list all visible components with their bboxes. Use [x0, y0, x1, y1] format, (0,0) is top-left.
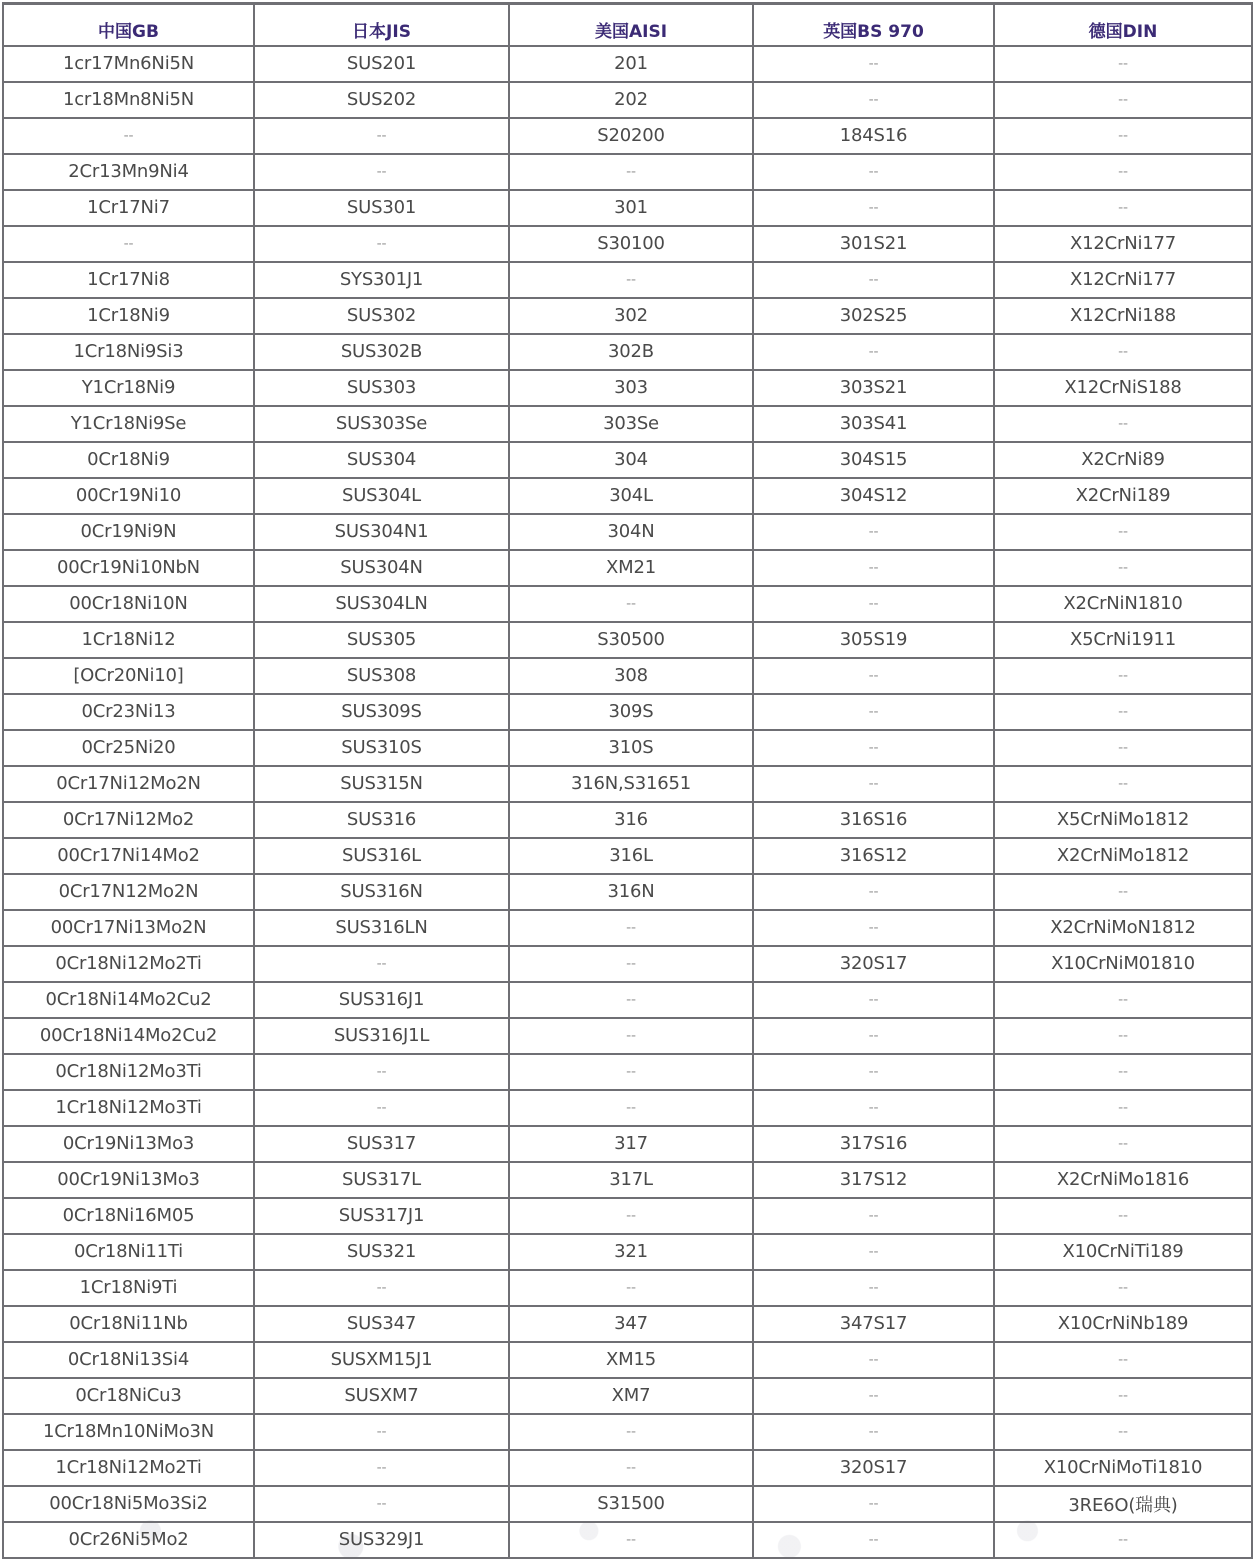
table-cell-jis: SUS302B	[254, 334, 509, 370]
table-cell-jis: SUS305	[254, 622, 509, 658]
table-cell-bs970: --	[753, 190, 994, 226]
table-row	[3, 694, 1252, 730]
table-cell-jis: SUSXM7	[254, 1378, 509, 1414]
table-cell-jis: --	[254, 1090, 509, 1126]
table-cell-jis: --	[254, 1054, 509, 1090]
table-cell-din: --	[994, 1054, 1252, 1090]
table-cell-bs970: --	[753, 1414, 994, 1450]
table-cell-aisi: 302	[509, 298, 753, 334]
table-cell-din: --	[994, 1342, 1252, 1378]
table-row	[3, 730, 1252, 766]
table-cell-aisi: --	[509, 1522, 753, 1559]
table-cell-din: X10CrNiNb189	[994, 1306, 1252, 1342]
table-cell-din: --	[994, 1414, 1252, 1450]
table-cell-jis: SUS321	[254, 1234, 509, 1270]
table-cell-gb: 0Cr18NiCu3	[3, 1378, 254, 1414]
table-row	[3, 802, 1252, 838]
table-row	[3, 406, 1252, 442]
table-cell-jis: SUS304LN	[254, 586, 509, 622]
table-cell-aisi: --	[509, 982, 753, 1018]
header-row	[3, 4, 1252, 46]
table-row	[3, 910, 1252, 946]
table-cell-din: --	[994, 766, 1252, 802]
table-cell-gb: 2Cr13Mn9Ni4	[3, 154, 254, 190]
table-cell-din: --	[994, 730, 1252, 766]
header-cell-gb: 中国GB	[3, 4, 254, 46]
header-cell-bs970: 英国BS 970	[753, 4, 994, 46]
table-cell-gb: 00Cr18Ni14Mo2Cu2	[3, 1018, 254, 1054]
table-cell-din: X2CrNiMoN1812	[994, 910, 1252, 946]
table-cell-gb: 00Cr18Ni5Mo3Si2	[3, 1486, 254, 1522]
table-cell-din: --	[994, 694, 1252, 730]
stainless-steel-grade-table	[2, 2, 1253, 1559]
table-cell-gb: 0Cr19Ni13Mo3	[3, 1126, 254, 1162]
table-cell-din: --	[994, 1090, 1252, 1126]
table-cell-gb: 00Cr19Ni10NbN	[3, 550, 254, 586]
table-cell-bs970: --	[753, 1018, 994, 1054]
table-cell-gb: 0Cr23Ni13	[3, 694, 254, 730]
table-cell-jis: SUS316N	[254, 874, 509, 910]
table-row	[3, 1378, 1252, 1414]
table-cell-bs970: --	[753, 514, 994, 550]
table-cell-gb: --	[3, 226, 254, 262]
table-row	[3, 190, 1252, 226]
table-cell-din: --	[994, 658, 1252, 694]
table-row	[3, 1126, 1252, 1162]
table-cell-jis: SUS301	[254, 190, 509, 226]
table-cell-aisi: 308	[509, 658, 753, 694]
table-cell-din: 3RE6O(瑞典)	[994, 1486, 1252, 1522]
table-cell-din: --	[994, 1126, 1252, 1162]
table-cell-gb: 00Cr17Ni14Mo2	[3, 838, 254, 874]
table-row	[3, 622, 1252, 658]
table-row	[3, 442, 1252, 478]
table-row	[3, 766, 1252, 802]
table-cell-bs970: --	[753, 262, 994, 298]
table-cell-gb: 1Cr18Ni9	[3, 298, 254, 334]
table-row	[3, 370, 1252, 406]
table-row	[3, 1054, 1252, 1090]
table-cell-bs970: --	[753, 1090, 994, 1126]
table-cell-din: --	[994, 1018, 1252, 1054]
table-cell-din: X10CrNiTi189	[994, 1234, 1252, 1270]
table-cell-bs970: --	[753, 1522, 994, 1559]
table-cell-gb: 0Cr17Ni12Mo2	[3, 802, 254, 838]
table-cell-aisi: S30100	[509, 226, 753, 262]
table-cell-aisi: S31500	[509, 1486, 753, 1522]
table-cell-jis: SUS304N1	[254, 514, 509, 550]
table-cell-aisi: XM15	[509, 1342, 753, 1378]
table-cell-aisi: 316	[509, 802, 753, 838]
table-cell-din: --	[994, 1522, 1252, 1559]
table-cell-bs970: --	[753, 982, 994, 1018]
table-cell-bs970: 304S15	[753, 442, 994, 478]
table-row	[3, 298, 1252, 334]
table-cell-gb: 0Cr18Ni12Mo2Ti	[3, 946, 254, 982]
table-cell-aisi: 316N,S31651	[509, 766, 753, 802]
table-cell-aisi: 202	[509, 82, 753, 118]
table-cell-gb: 0Cr26Ni5Mo2	[3, 1522, 254, 1559]
table-row	[3, 226, 1252, 262]
table-cell-jis: SUS304L	[254, 478, 509, 514]
table-cell-jis: SUS304N	[254, 550, 509, 586]
table-cell-aisi: 316N	[509, 874, 753, 910]
table-cell-bs970: --	[753, 730, 994, 766]
table-cell-gb: 1Cr18Ni9Si3	[3, 334, 254, 370]
table-cell-din: X2CrNi189	[994, 478, 1252, 514]
table-cell-aisi: XM7	[509, 1378, 753, 1414]
table-cell-jis: --	[254, 1270, 509, 1306]
table-cell-aisi: 310S	[509, 730, 753, 766]
table-cell-gb: 0Cr18Ni11Nb	[3, 1306, 254, 1342]
table-cell-bs970: --	[753, 1342, 994, 1378]
table-row	[3, 982, 1252, 1018]
table-row	[3, 1342, 1252, 1378]
table-cell-din: --	[994, 82, 1252, 118]
table-cell-bs970: --	[753, 1198, 994, 1234]
table-cell-jis: --	[254, 118, 509, 154]
table-row	[3, 1018, 1252, 1054]
table-cell-din: X10CrNiMoTi1810	[994, 1450, 1252, 1486]
table-cell-gb: 00Cr18Ni10N	[3, 586, 254, 622]
table-cell-gb: 0Cr17Ni12Mo2N	[3, 766, 254, 802]
table-body	[3, 46, 1252, 1559]
table-cell-din: --	[994, 118, 1252, 154]
table-row	[3, 82, 1252, 118]
table-cell-bs970: 316S16	[753, 802, 994, 838]
table-row	[3, 1162, 1252, 1198]
table-cell-aisi: --	[509, 1090, 753, 1126]
table-cell-bs970: --	[753, 874, 994, 910]
table-cell-bs970: 320S17	[753, 946, 994, 982]
table-row	[3, 262, 1252, 298]
table-cell-din: --	[994, 1198, 1252, 1234]
table-cell-aisi: --	[509, 262, 753, 298]
table-cell-bs970: 303S21	[753, 370, 994, 406]
table-cell-bs970: --	[753, 1378, 994, 1414]
table-cell-bs970: 317S12	[753, 1162, 994, 1198]
table-row	[3, 118, 1252, 154]
table-cell-gb: [OCr20Ni10]	[3, 658, 254, 694]
table-cell-gb: 1Cr18Ni12	[3, 622, 254, 658]
table-row	[3, 1306, 1252, 1342]
table-cell-bs970: 317S16	[753, 1126, 994, 1162]
table-cell-bs970: --	[753, 658, 994, 694]
table-cell-gb: 0Cr18Ni13Si4	[3, 1342, 254, 1378]
table-cell-gb: 0Cr18Ni16M05	[3, 1198, 254, 1234]
table-cell-bs970: 304S12	[753, 478, 994, 514]
table-row	[3, 334, 1252, 370]
table-cell-aisi: 304	[509, 442, 753, 478]
table-cell-din: X5CrNi1911	[994, 622, 1252, 658]
table-cell-gb: 1Cr18Ni9Ti	[3, 1270, 254, 1306]
table-cell-jis: SUS317L	[254, 1162, 509, 1198]
table-cell-jis: --	[254, 1486, 509, 1522]
table-cell-din: --	[994, 550, 1252, 586]
table-cell-jis: SUS201	[254, 46, 509, 82]
table-cell-jis: SUS308	[254, 658, 509, 694]
table-cell-gb: 0Cr18Ni14Mo2Cu2	[3, 982, 254, 1018]
table-row	[3, 1486, 1252, 1522]
table-cell-bs970: 184S16	[753, 118, 994, 154]
table-cell-bs970: 302S25	[753, 298, 994, 334]
table-row	[3, 154, 1252, 190]
table-cell-bs970: 316S12	[753, 838, 994, 874]
table-cell-bs970: --	[753, 766, 994, 802]
table-cell-gb: Y1Cr18Ni9	[3, 370, 254, 406]
table-cell-din: --	[994, 406, 1252, 442]
table-cell-aisi: 302B	[509, 334, 753, 370]
table-cell-bs970: --	[753, 1234, 994, 1270]
table-cell-aisi: 347	[509, 1306, 753, 1342]
table-cell-jis: SUS303Se	[254, 406, 509, 442]
table-cell-bs970: --	[753, 550, 994, 586]
table-cell-aisi: --	[509, 1414, 753, 1450]
table-cell-aisi: --	[509, 1018, 753, 1054]
table-cell-din: --	[994, 982, 1252, 1018]
table-cell-din: X2CrNiMo1816	[994, 1162, 1252, 1198]
table-row	[3, 1198, 1252, 1234]
table-row	[3, 1234, 1252, 1270]
table-row	[3, 46, 1252, 82]
table-cell-aisi: 304N	[509, 514, 753, 550]
table-cell-bs970: --	[753, 334, 994, 370]
table-cell-din: X12CrNi177	[994, 262, 1252, 298]
table-cell-aisi: --	[509, 1450, 753, 1486]
table-cell-aisi: --	[509, 946, 753, 982]
table-cell-bs970: --	[753, 46, 994, 82]
table-cell-din: X12CrNiS188	[994, 370, 1252, 406]
table-cell-din: --	[994, 46, 1252, 82]
header-cell-aisi: 美国AISI	[509, 4, 753, 46]
table-cell-bs970: 305S19	[753, 622, 994, 658]
table-row	[3, 514, 1252, 550]
table-cell-gb: 1Cr17Ni8	[3, 262, 254, 298]
table-cell-jis: SUS317	[254, 1126, 509, 1162]
table-cell-bs970: 303S41	[753, 406, 994, 442]
table-cell-bs970: --	[753, 586, 994, 622]
table-cell-bs970: --	[753, 1270, 994, 1306]
table-cell-din: X2CrNiMo1812	[994, 838, 1252, 874]
table-cell-bs970: --	[753, 154, 994, 190]
table-cell-aisi: 304L	[509, 478, 753, 514]
table-cell-bs970: --	[753, 694, 994, 730]
table-cell-jis: --	[254, 154, 509, 190]
table-row	[3, 478, 1252, 514]
table-cell-gb: 0Cr18Ni11Ti	[3, 1234, 254, 1270]
table-row	[3, 946, 1252, 982]
table-cell-jis: SUSXM15J1	[254, 1342, 509, 1378]
table-cell-gb: 1Cr18Ni12Mo3Ti	[3, 1090, 254, 1126]
table-cell-din: X2CrNi89	[994, 442, 1252, 478]
table-row	[3, 1090, 1252, 1126]
table-row	[3, 1414, 1252, 1450]
table-cell-gb: Y1Cr18Ni9Se	[3, 406, 254, 442]
table-cell-gb: 1Cr18Ni12Mo2Ti	[3, 1450, 254, 1486]
table-cell-jis: SYS301J1	[254, 262, 509, 298]
table-cell-jis: SUS316J1	[254, 982, 509, 1018]
table-cell-din: --	[994, 154, 1252, 190]
table-row	[3, 658, 1252, 694]
table-cell-bs970: --	[753, 1486, 994, 1522]
table-cell-jis: SUS302	[254, 298, 509, 334]
table-cell-jis: --	[254, 1414, 509, 1450]
table-cell-jis: SUS347	[254, 1306, 509, 1342]
table-cell-din: --	[994, 514, 1252, 550]
table-row	[3, 1450, 1252, 1486]
table-cell-aisi: 316L	[509, 838, 753, 874]
table-cell-jis: SUS316	[254, 802, 509, 838]
table-cell-aisi: 303Se	[509, 406, 753, 442]
table-cell-aisi: --	[509, 1270, 753, 1306]
table-row	[3, 1522, 1252, 1559]
table-cell-gb: 00Cr17Ni13Mo2N	[3, 910, 254, 946]
table-cell-aisi: --	[509, 910, 753, 946]
table-cell-jis: --	[254, 946, 509, 982]
table-cell-bs970: --	[753, 82, 994, 118]
table-cell-jis: SUS329J1	[254, 1522, 509, 1559]
table-cell-din: --	[994, 334, 1252, 370]
table-cell-aisi: --	[509, 586, 753, 622]
table-cell-gb: 0Cr17N12Mo2N	[3, 874, 254, 910]
table-cell-aisi: S20200	[509, 118, 753, 154]
table-cell-aisi: 317	[509, 1126, 753, 1162]
table-cell-gb: --	[3, 118, 254, 154]
table-cell-aisi: 317L	[509, 1162, 753, 1198]
table-cell-aisi: --	[509, 154, 753, 190]
table-cell-jis: SUS316L	[254, 838, 509, 874]
table-cell-gb: 0Cr18Ni9	[3, 442, 254, 478]
table-cell-din: --	[994, 1378, 1252, 1414]
table-cell-jis: SUS316J1L	[254, 1018, 509, 1054]
table-cell-din: X10CrNiM01810	[994, 946, 1252, 982]
table-cell-bs970: --	[753, 910, 994, 946]
table-cell-jis: SUS303	[254, 370, 509, 406]
table-cell-jis: SUS310S	[254, 730, 509, 766]
table-cell-gb: 0Cr25Ni20	[3, 730, 254, 766]
table-cell-gb: 0Cr18Ni12Mo3Ti	[3, 1054, 254, 1090]
table-cell-din: X2CrNiN1810	[994, 586, 1252, 622]
table-row	[3, 838, 1252, 874]
table-cell-jis: SUS315N	[254, 766, 509, 802]
table-row	[3, 586, 1252, 622]
table-cell-jis: SUS317J1	[254, 1198, 509, 1234]
table-cell-gb: 0Cr19Ni9N	[3, 514, 254, 550]
table-cell-gb: 1Cr17Ni7	[3, 190, 254, 226]
table-cell-gb: 1cr18Mn8Ni5N	[3, 82, 254, 118]
table-cell-jis: SUS316LN	[254, 910, 509, 946]
table-cell-aisi: --	[509, 1198, 753, 1234]
table-cell-aisi: 303	[509, 370, 753, 406]
table-cell-jis: --	[254, 226, 509, 262]
table-cell-gb: 00Cr19Ni10	[3, 478, 254, 514]
table-cell-gb: 1Cr18Mn10NiMo3N	[3, 1414, 254, 1450]
table-cell-aisi: S30500	[509, 622, 753, 658]
table-cell-jis: SUS304	[254, 442, 509, 478]
table-cell-aisi: 309S	[509, 694, 753, 730]
header-cell-jis: 日本JIS	[254, 4, 509, 46]
table-cell-din: X12CrNi177	[994, 226, 1252, 262]
table-cell-aisi: 321	[509, 1234, 753, 1270]
table-cell-aisi: --	[509, 1054, 753, 1090]
table-row	[3, 550, 1252, 586]
table-cell-din: --	[994, 1270, 1252, 1306]
table-cell-din: --	[994, 874, 1252, 910]
table-cell-jis: SUS309S	[254, 694, 509, 730]
table-row	[3, 1270, 1252, 1306]
table-cell-bs970: 347S17	[753, 1306, 994, 1342]
table-cell-din: X12CrNi188	[994, 298, 1252, 334]
table-cell-bs970: 301S21	[753, 226, 994, 262]
table-cell-gb: 1cr17Mn6Ni5N	[3, 46, 254, 82]
table-cell-aisi: 201	[509, 46, 753, 82]
table-cell-bs970: --	[753, 1054, 994, 1090]
header-cell-din: 德国DIN	[994, 4, 1252, 46]
table-cell-aisi: XM21	[509, 550, 753, 586]
table-cell-jis: SUS202	[254, 82, 509, 118]
table-cell-gb: 00Cr19Ni13Mo3	[3, 1162, 254, 1198]
table-cell-bs970: 320S17	[753, 1450, 994, 1486]
table-cell-din: --	[994, 190, 1252, 226]
table-cell-jis: --	[254, 1450, 509, 1486]
table-cell-din: X5CrNiMo1812	[994, 802, 1252, 838]
table-row	[3, 874, 1252, 910]
table-cell-aisi: 301	[509, 190, 753, 226]
